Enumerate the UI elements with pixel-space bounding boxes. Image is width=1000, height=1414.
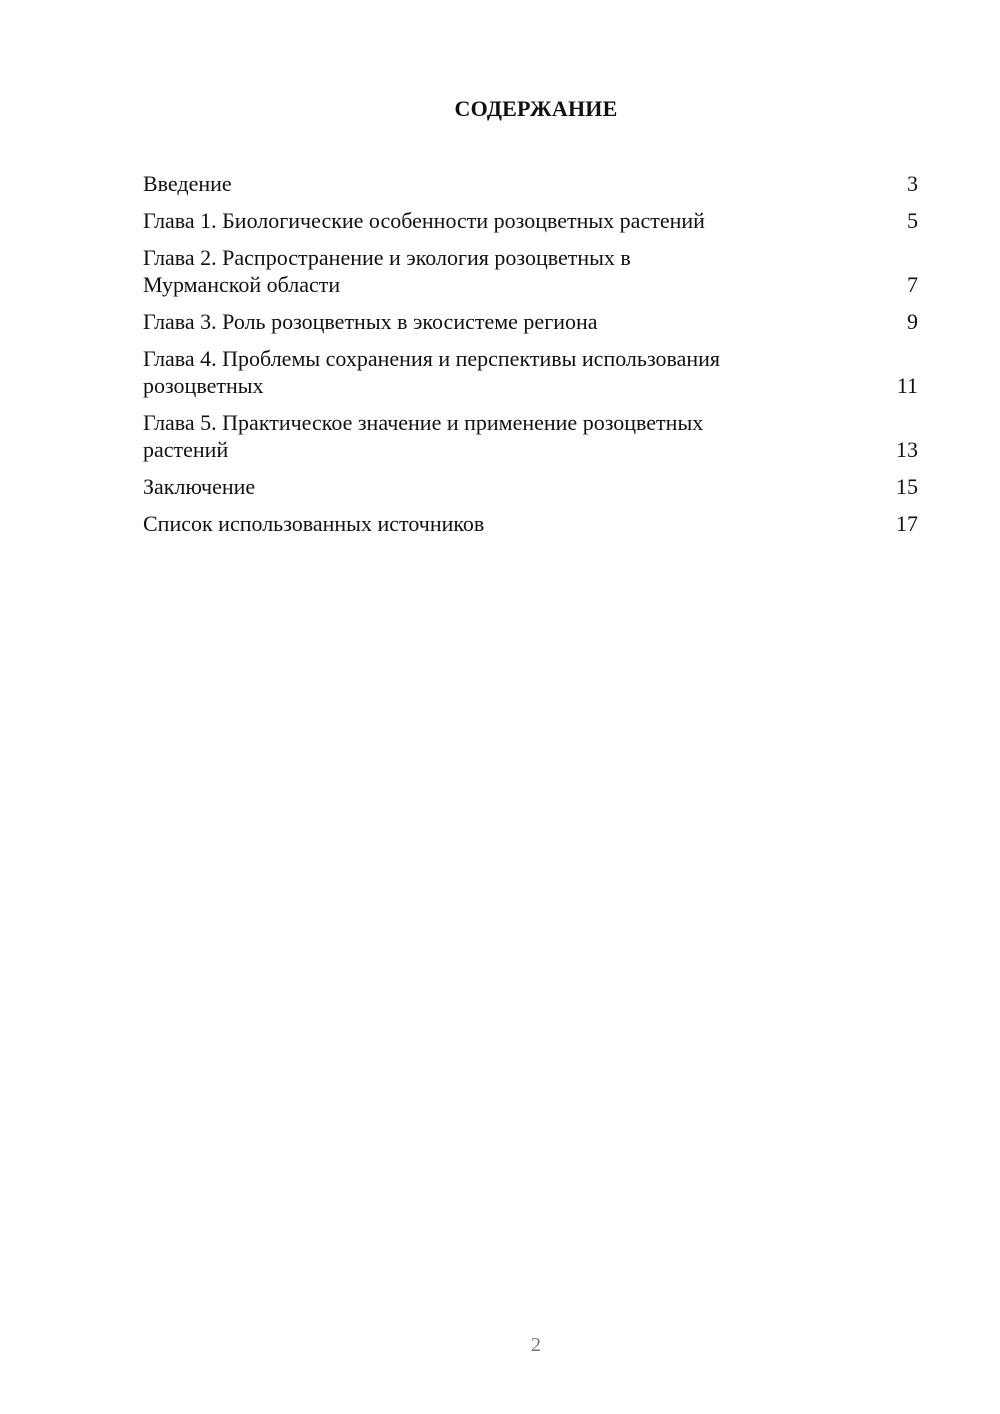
toc-entry-label: Введение xyxy=(143,171,232,196)
toc-entry xyxy=(143,345,918,399)
toc-entry-label: Глава 3. Роль розоцветных в экосистеме региона xyxy=(143,309,598,334)
toc-entry xyxy=(143,510,918,537)
toc-entry-page: 3 xyxy=(907,171,918,196)
toc-entry xyxy=(143,473,918,500)
toc-entry-page: 5 xyxy=(907,208,918,233)
toc-entry-page: 11 xyxy=(896,373,918,398)
toc-entry-label: Глава 2. Распространение и экология розоцветных в Мурманской области xyxy=(143,245,631,297)
toc-entry-label: Список использованных источников xyxy=(143,511,485,536)
toc-entry-page: 7 xyxy=(907,272,918,297)
toc-entry xyxy=(143,308,918,335)
toc-entry-label: Глава 1. Биологические особенности розоцветных растений xyxy=(143,208,705,233)
page-number: 2 xyxy=(531,1334,541,1356)
toc-entry-page: 9 xyxy=(907,309,918,334)
toc-entry xyxy=(143,170,918,197)
toc-entry xyxy=(143,409,918,463)
toc-entry-label: Глава 5. Практическое значение и применение розоцветных растений xyxy=(143,410,704,462)
page-title: СОДЕРЖАНИЕ xyxy=(454,96,618,121)
toc-entry xyxy=(143,244,918,298)
table-of-contents xyxy=(143,170,918,547)
toc-entry-label: Глава 4. Проблемы сохранения и перспективы использования розоцветных xyxy=(143,346,721,398)
toc-entry xyxy=(143,207,918,234)
toc-entry-page: 15 xyxy=(896,474,918,499)
toc-entry-label: Заключение xyxy=(143,474,256,499)
toc-entry-page: 13 xyxy=(896,437,918,462)
toc-entry-page: 17 xyxy=(896,511,918,536)
